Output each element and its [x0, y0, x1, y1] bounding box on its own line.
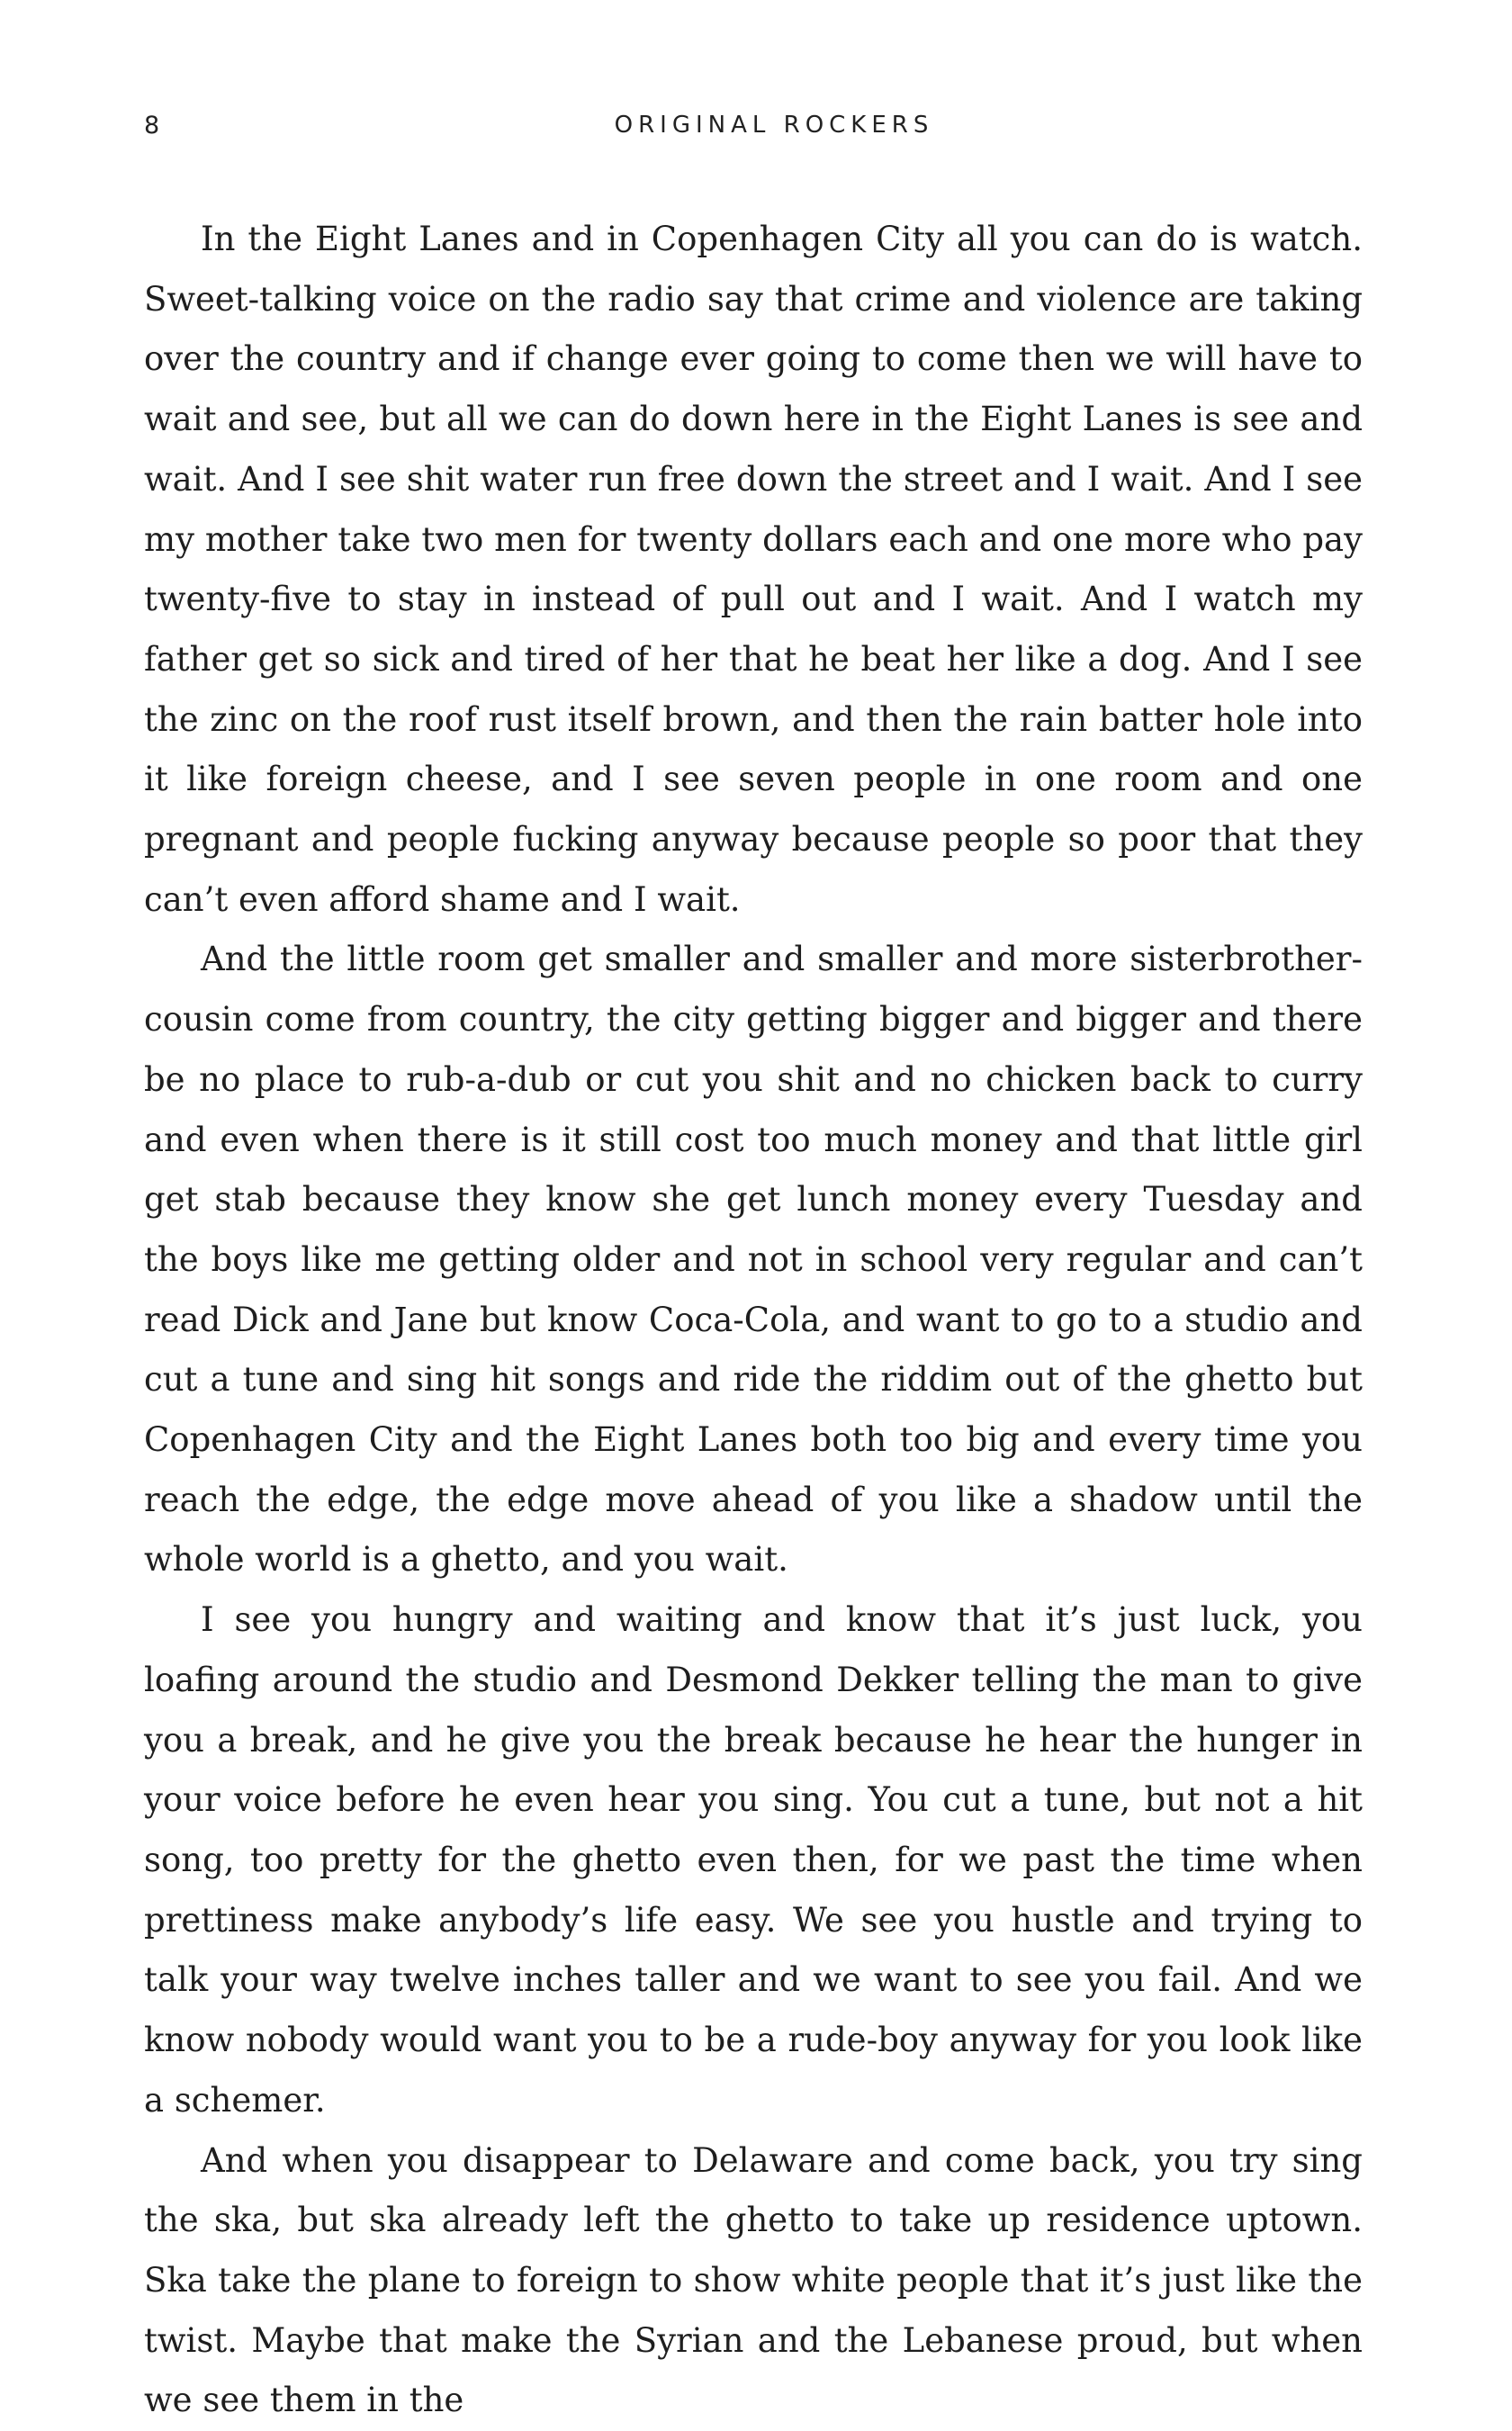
paragraph: And the little room get smaller and smaller and more sisterbrother-cousin come from country, the city getting bigger and bigger and there be no place to rub-a-dub or cut you shit and no chicken back to curry and even when there is it still cost too much money and that little girl get stab because they know she get lunch money every Tuesday and the boys like me getting older and not in school very regular and can’t read Dick and Jane but know Coca-Cola, and want to go to a studio and cut a tune and sing hit songs and ride the riddim out of the ghetto but Copenhagen City and the Eight Lanes both too big and every time you reach the edge, the edge move ahead of you like a shadow until the whole world is a ghetto, and you wait. [144, 930, 1363, 1590]
body-text [144, 210, 1363, 2431]
paragraph: In the Eight Lanes and in Copenhagen City all you can do is watch. Sweet-talking voice on the radio say that crime and violence are taking over the country and if change ever going to come then we will have to wait and see, but all we can do down here in the Eight Lanes is see and wait. And I see shit water run free down the street and I wait. And I see my mother take two men for twenty dollars each and one more who pay twenty-five to stay in instead of pull out and I wait. And I watch my father get so sick and tired of her that he beat her like a dog. And I see the zinc on the roof rust itself brown, and then the rain batter hole into it like foreign cheese, and I see seven people in one room and one pregnant and people fucking anyway because people so poor that they can’t even afford shame and I wait. [144, 210, 1363, 930]
page-number: 8 [144, 112, 160, 140]
paragraph: I see you hungry and waiting and know that it’s just luck, you loafing around the studio and Desmond Dekker telling the man to give you a break, and he give you the break because he hear the hunger in your voice before he even hear you sing. You cut a tune, but not a hit song, too pretty for the ghetto even then, for we past the time when prettiness make anybody’s life easy. We see you hustle and trying to talk your way twelve inches taller and we want to see you fail. And we know nobody would want you to be a rude-boy anyway for you look like a schemer. [144, 1590, 1363, 2130]
running-head [144, 112, 1359, 148]
running-title: ORIGINAL ROCKERS [144, 112, 1359, 139]
paragraph: And when you disappear to Delaware and come back, you try sing the ska, but ska already left the ghetto to take up residence uptown. Ska take the plane to foreign to show white people that it’s just like the twist. Maybe that make the Syrian and the Lebanese proud, but when we see them in the [144, 2131, 1363, 2431]
